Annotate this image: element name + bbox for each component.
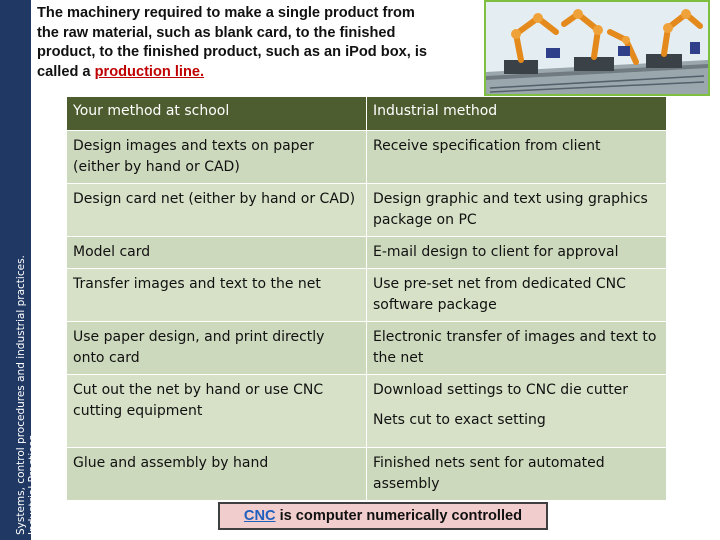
- cnc-definition-box: [218, 502, 548, 530]
- industrial-cell: Use pre-set net from dedicated CNC software package: [367, 269, 667, 322]
- table-row: [67, 322, 667, 375]
- table-row: [67, 448, 667, 501]
- school-cell: Transfer images and text to the net: [67, 269, 367, 322]
- production-line-highlight: production line.: [94, 63, 205, 80]
- sidebar-band: [0, 0, 39, 540]
- header-school-method: Your method at school: [67, 97, 367, 131]
- cnc-definition-text: is computer numerically controlled: [275, 508, 523, 524]
- sidebar-line-1: Systems, control procedures and industrial practices.: [15, 255, 27, 535]
- table-header-row: [67, 97, 667, 131]
- industrial-cell: Electronic transfer of images and text to the net: [367, 322, 667, 375]
- industrial-cell-text: Download settings to CNC die cutter: [373, 382, 629, 398]
- robot-arms-illustration: [486, 2, 708, 94]
- method-comparison-table: [66, 96, 667, 501]
- header-industrial-method: Industrial method: [367, 97, 667, 131]
- robot-arms-production-line-image: [484, 0, 710, 96]
- industrial-cell: Receive specification from client: [367, 131, 667, 184]
- industrial-cell-extra: Nets cut to exact setting: [373, 412, 546, 428]
- intro-paragraph: [37, 4, 427, 82]
- school-cell: Design card net (either by hand or CAD): [67, 184, 367, 237]
- table-row: [67, 184, 667, 237]
- table-row: [67, 237, 667, 269]
- cnc-link[interactable]: CNC: [243, 508, 276, 524]
- industrial-cell: Finished nets sent for automated assembly: [367, 448, 667, 501]
- industrial-cell: Design graphic and text using graphics package on PC: [367, 184, 667, 237]
- school-cell: Glue and assembly by hand: [67, 448, 367, 501]
- table-row: [67, 131, 667, 184]
- school-cell: Model card: [67, 237, 367, 269]
- intro-text: The machinery required to make a single product from the raw material, such as blank card, to the finished product, to the finished product, such as an iPod box, is called a: [37, 5, 428, 80]
- industrial-cell: E-mail design to client for approval: [367, 237, 667, 269]
- table-row: [67, 375, 667, 448]
- industrial-cell: [367, 375, 667, 448]
- sidebar-line-2: Industrial Practices: [27, 435, 39, 535]
- sidebar-caption: [15, 255, 39, 535]
- school-cell: Design images and texts on paper (either by hand or CAD): [67, 131, 367, 184]
- school-cell: Use paper design, and print directly onto card: [67, 322, 367, 375]
- school-cell: Cut out the net by hand or use CNC cutting equipment: [67, 375, 367, 448]
- table-row: [67, 269, 667, 322]
